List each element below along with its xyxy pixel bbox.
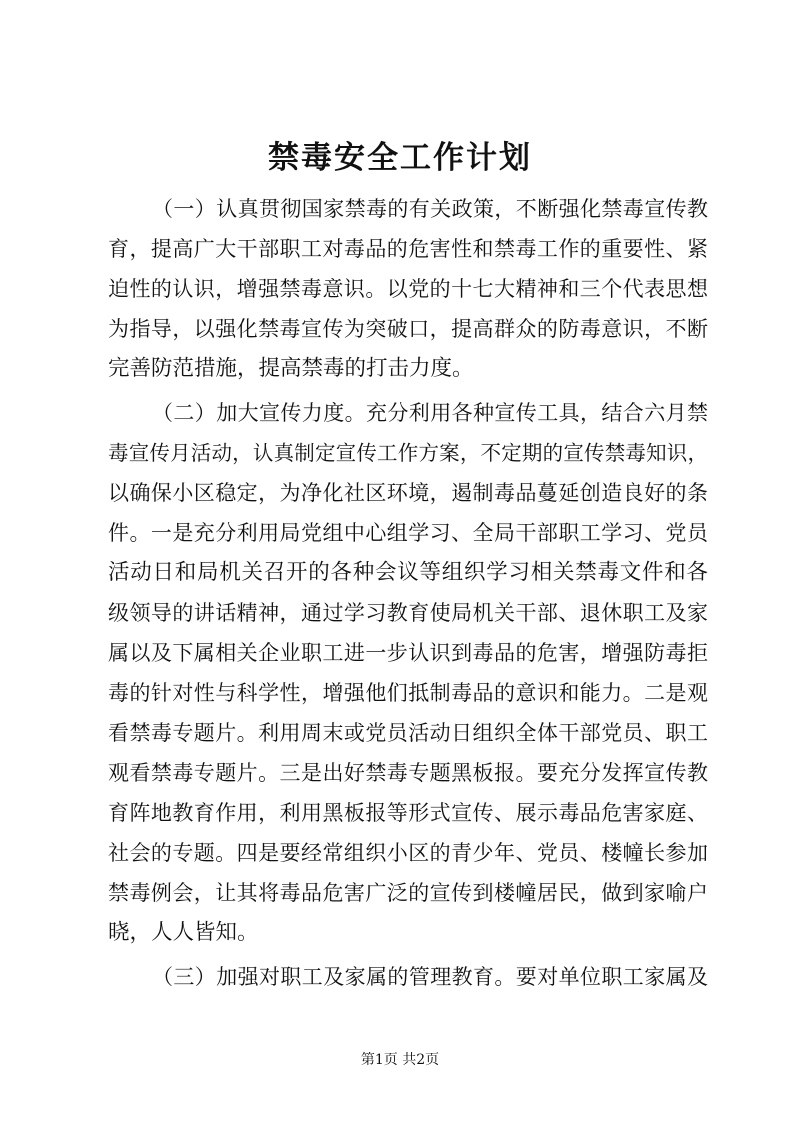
paragraph-1-line-1: （一）认真贯彻国家禁毒的有关政策，不断强化禁毒宣传教 — [152, 197, 708, 221]
paragraph-2-line-6: 级领导的讲话精神，通过学习教育使局机关干部、退休职工及家 — [108, 601, 708, 625]
paragraph-1-line-4: 为指导，以强化禁毒宣传为突破口，提高群众的防毒意识，不断 — [108, 317, 708, 341]
paragraph-2-line-9: 看禁毒专题片。利用周末或党员活动日组织全体干部党员、职工 — [108, 721, 708, 745]
paragraph-2-line-5: 活动日和局机关召开的各种会议等组织学习相关禁毒文件和各 — [108, 560, 708, 585]
page-footer: 第1页 共2页 — [360, 1052, 440, 1068]
paragraph-1-line-2: 育，提高广大干部职工对毒品的危害性和禁毒工作的重要性、紧 — [108, 237, 708, 261]
paragraph-2-line-11: 育阵地教育作用，利用黑板报等形式宣传、展示毒品危害家庭、 — [108, 801, 708, 825]
paragraph-2-line-12: 社会的专题。四是要经常组织小区的青少年、党员、楼幢长参加 — [108, 841, 708, 865]
paragraph-2-line-7: 属以及下属相关企业职工进一步认识到毒品的危害，增强防毒拒 — [108, 641, 708, 665]
paragraph-1-line-3: 迫性的认识，增强禁毒意识。以党的十七大精神和三个代表思想 — [108, 277, 708, 301]
document-title: 禁毒安全工作计划 — [268, 140, 532, 176]
paragraph-2-line-1: （二）加大宣传力度。充分利用各种宣传工具，结合六月禁 — [152, 401, 708, 425]
paragraph-2-line-13: 禁毒例会，让其将毒品危害广泛的宣传到楼幢居民，做到家喻户 — [108, 881, 708, 905]
paragraph-2-line-14: 晓，人人皆知。 — [108, 920, 259, 945]
paragraph-1-line-5: 完善防范措施，提高禁毒的打击力度。 — [108, 356, 474, 381]
paragraph-2-line-2: 毒宣传月活动，认真制定宣传工作方案，不定期的宣传禁毒知识， — [108, 441, 708, 465]
paragraph-2-line-8: 毒的针对性与科学性，增强他们抵制毒品的意识和能力。二是观 — [108, 681, 708, 705]
paragraph-3-line-1: （三）加强对职工及家属的管理教育。要对单位职工家属及 — [152, 965, 708, 989]
paragraph-2-line-10: 观看禁毒专题片。三是出好禁毒专题黑板报。要充分发挥宣传教 — [108, 761, 708, 785]
paragraph-2-line-4: 件。一是充分利用局党组中心组学习、全局干部职工学习、党员 — [108, 521, 708, 545]
paragraph-2-line-3: 以确保小区稳定，为净化社区环境，遏制毒品蔓延创造良好的条 — [108, 481, 708, 505]
